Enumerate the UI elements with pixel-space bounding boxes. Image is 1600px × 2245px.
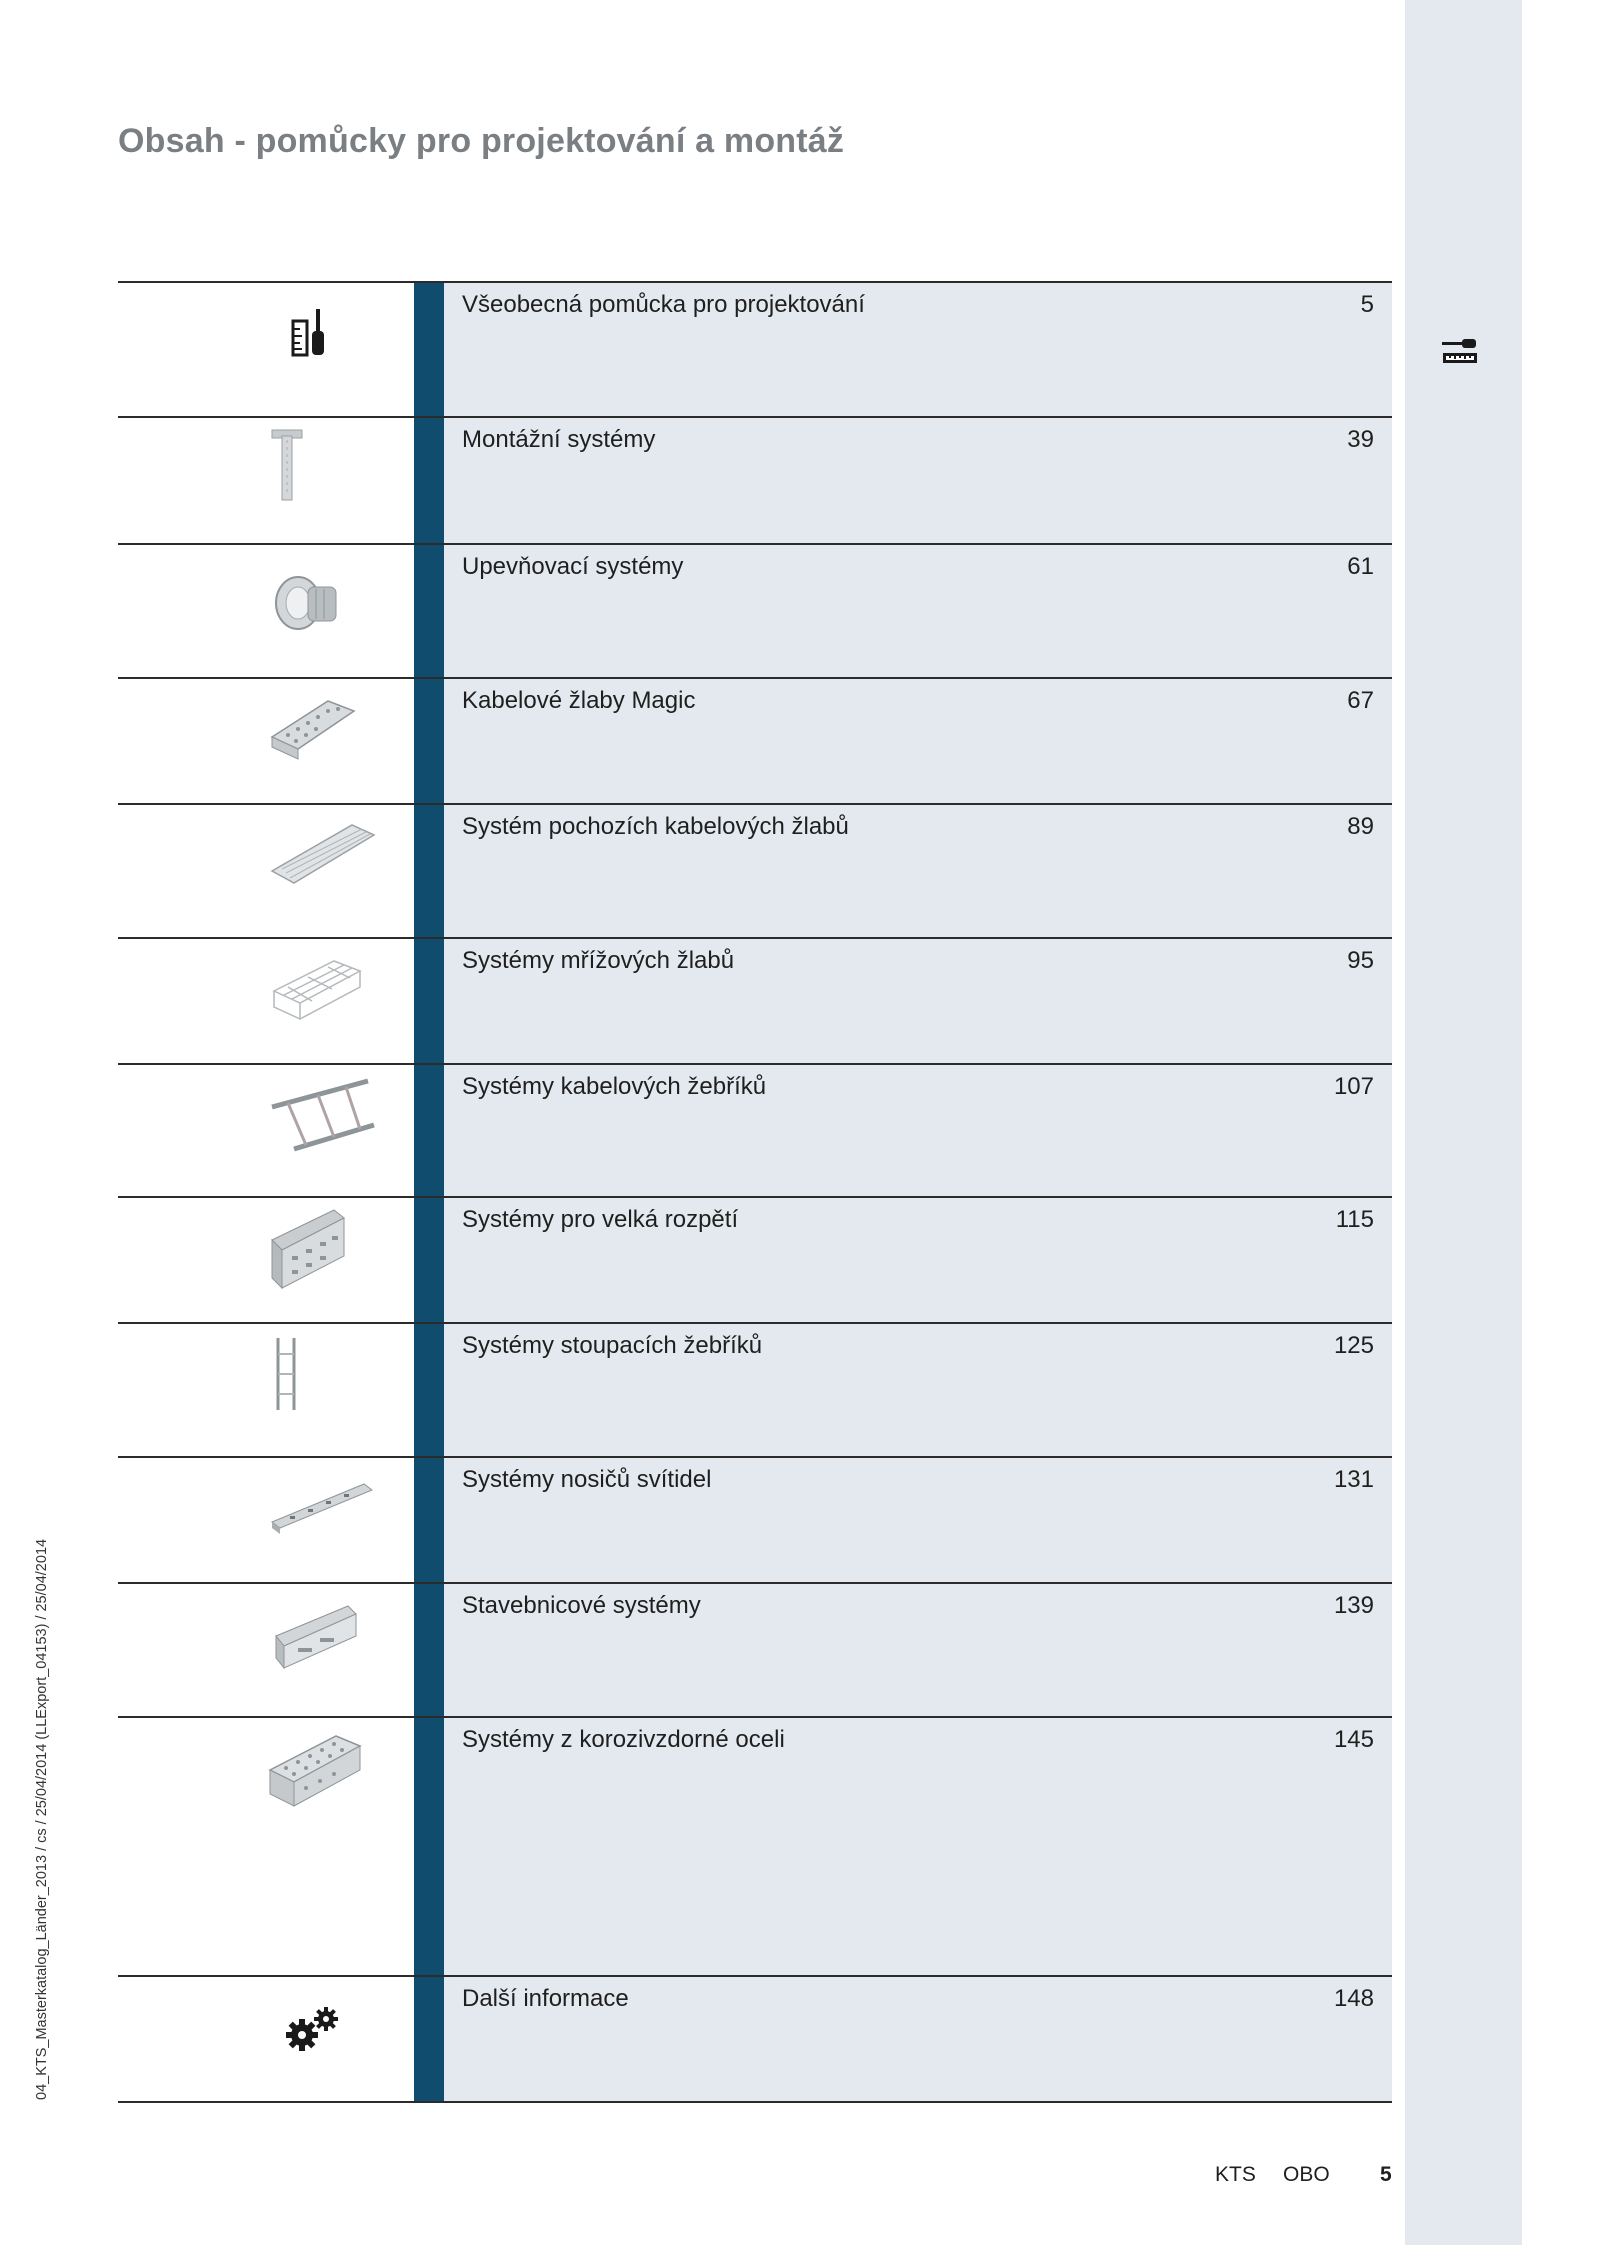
toc-entry[interactable] — [444, 1458, 1392, 1582]
toc-row-image — [118, 1065, 414, 1196]
toc-entry[interactable] — [444, 679, 1392, 803]
toc-entry[interactable] — [444, 939, 1392, 1063]
toc-row[interactable] — [118, 1063, 1392, 1196]
toc-entry-page[interactable]: 139 — [1333, 1592, 1374, 1619]
toc-row-image — [118, 1324, 414, 1456]
accent-bar — [414, 1458, 444, 1582]
toc-entry[interactable] — [444, 283, 1392, 416]
toc-entry-page[interactable]: 145 — [1333, 1726, 1374, 1753]
toc-entry-label[interactable]: Systém pochozích kabelových žlabů — [462, 813, 849, 840]
toc-entry[interactable] — [444, 1718, 1392, 1975]
toc-row-image — [118, 1198, 414, 1322]
toc-row-image — [118, 418, 414, 543]
toc-entry-label[interactable]: Stavebnicové systémy — [462, 1592, 701, 1619]
toc-row-image — [118, 939, 414, 1063]
accent-bar — [414, 1584, 444, 1716]
accent-bar — [414, 545, 444, 677]
toc-row-image — [118, 1584, 414, 1716]
gears-icon — [284, 2005, 344, 2053]
side-band — [1405, 0, 1522, 2245]
footer-page-number: 5 — [1380, 2163, 1392, 2186]
toc-entry-label[interactable]: Systémy kabelových žebříků — [462, 1073, 767, 1100]
toc-row[interactable] — [118, 1716, 1392, 1975]
toc-entry[interactable] — [444, 1324, 1392, 1456]
toc-entry[interactable] — [444, 1977, 1392, 2101]
toc-row[interactable] — [118, 803, 1392, 937]
toc-entry[interactable] — [444, 1198, 1392, 1322]
accent-bar — [414, 1198, 444, 1322]
toc-row-image — [118, 679, 414, 803]
accent-bar — [414, 805, 444, 937]
toc-entry-page[interactable]: 131 — [1333, 1466, 1374, 1493]
ruler-screwdriver-icon — [291, 307, 331, 357]
accent-bar — [414, 1065, 444, 1196]
toc-entry-label[interactable]: Další informace — [462, 1985, 629, 2012]
toc-row[interactable] — [118, 543, 1392, 677]
toc-row[interactable] — [118, 1322, 1392, 1456]
table-of-contents — [118, 281, 1392, 2103]
toc-row-image — [118, 1718, 414, 1975]
mounting-bracket-icon — [268, 426, 308, 506]
toc-entry-page[interactable]: 39 — [1347, 426, 1374, 453]
accent-bar — [414, 1718, 444, 1975]
toc-entry-label[interactable]: Systémy nosičů svítidel — [462, 1466, 712, 1493]
modular-system-icon — [268, 1592, 368, 1672]
toc-entry-label[interactable]: Kabelové žlaby Magic — [462, 687, 696, 714]
accent-bar — [414, 1324, 444, 1456]
toc-entry[interactable] — [444, 418, 1392, 543]
toc-entry-label[interactable]: Systémy pro velká rozpětí — [462, 1206, 739, 1233]
accent-bar — [414, 1977, 444, 2101]
toc-row-image — [118, 545, 414, 677]
perforated-tray-icon — [268, 687, 358, 767]
toc-entry-page[interactable]: 67 — [1347, 687, 1374, 714]
accent-bar — [414, 418, 444, 543]
walkable-tray-icon — [268, 815, 378, 895]
toc-entry-label[interactable]: Upevňovací systémy — [462, 553, 684, 580]
toc-row-image — [118, 283, 414, 416]
accent-bar — [414, 939, 444, 1063]
toc-entry-label[interactable]: Všeobecná pomůcka pro projektování — [462, 291, 865, 318]
toc-row[interactable] — [118, 1456, 1392, 1582]
toc-entry-page[interactable]: 107 — [1333, 1073, 1374, 1100]
toc-entry-page[interactable]: 125 — [1333, 1332, 1374, 1359]
toc-row[interactable] — [118, 1582, 1392, 1716]
toc-entry-label[interactable]: Montážní systémy — [462, 426, 656, 453]
footer-brand-kts: KTS — [1215, 2163, 1256, 2186]
toc-entry-label[interactable]: Systémy z korozivzdorné oceli — [462, 1726, 785, 1753]
toc-entry-page[interactable]: 148 — [1333, 1985, 1374, 2012]
page-title: Obsah - pomůcky pro projektování a montáž — [118, 122, 845, 160]
toc-entry-page[interactable]: 5 — [1360, 291, 1374, 318]
toc-row[interactable] — [118, 677, 1392, 803]
footer-brand-obo: OBO — [1283, 2163, 1330, 2186]
toc-row[interactable] — [118, 1196, 1392, 1322]
toc-entry[interactable] — [444, 545, 1392, 677]
toc-entry-label[interactable]: Systémy mřížových žlabů — [462, 947, 735, 974]
toc-row[interactable] — [118, 281, 1392, 416]
cable-ladder-icon — [268, 1073, 378, 1153]
toc-entry-label[interactable]: Systémy stoupacích žebříků — [462, 1332, 763, 1359]
toc-entry[interactable] — [444, 1065, 1392, 1196]
toc-entry-page[interactable]: 89 — [1347, 813, 1374, 840]
toc-row[interactable] — [118, 937, 1392, 1063]
wide-span-tray-icon — [268, 1204, 358, 1294]
toc-entry-page[interactable]: 115 — [1335, 1206, 1374, 1233]
toc-entry[interactable] — [444, 805, 1392, 937]
toc-entry-page[interactable]: 95 — [1347, 947, 1374, 974]
light-carrier-icon — [268, 1470, 378, 1540]
toc-entry[interactable] — [444, 1584, 1392, 1716]
toc-row[interactable] — [118, 1975, 1392, 2101]
toc-row[interactable] — [118, 416, 1392, 543]
accent-bar — [414, 679, 444, 803]
toc-entry-page[interactable]: 61 — [1347, 553, 1374, 580]
stainless-tray-icon — [266, 1726, 366, 1816]
toc-row-image — [118, 1977, 414, 2101]
anchor-fastener-icon — [268, 557, 348, 637]
accent-bar — [414, 283, 444, 416]
riser-ladder-icon — [268, 1334, 308, 1414]
toc-row-image — [118, 1458, 414, 1582]
mesh-tray-icon — [268, 947, 368, 1027]
toc-row-image — [118, 805, 414, 937]
planning-tools-icon — [1440, 338, 1480, 378]
print-metadata-note: 04_KTS_Masterkatalog_Länder_2013 / cs / 25/04/2014 (LLExport_04153) / 25/04/2014 — [34, 1538, 50, 2100]
